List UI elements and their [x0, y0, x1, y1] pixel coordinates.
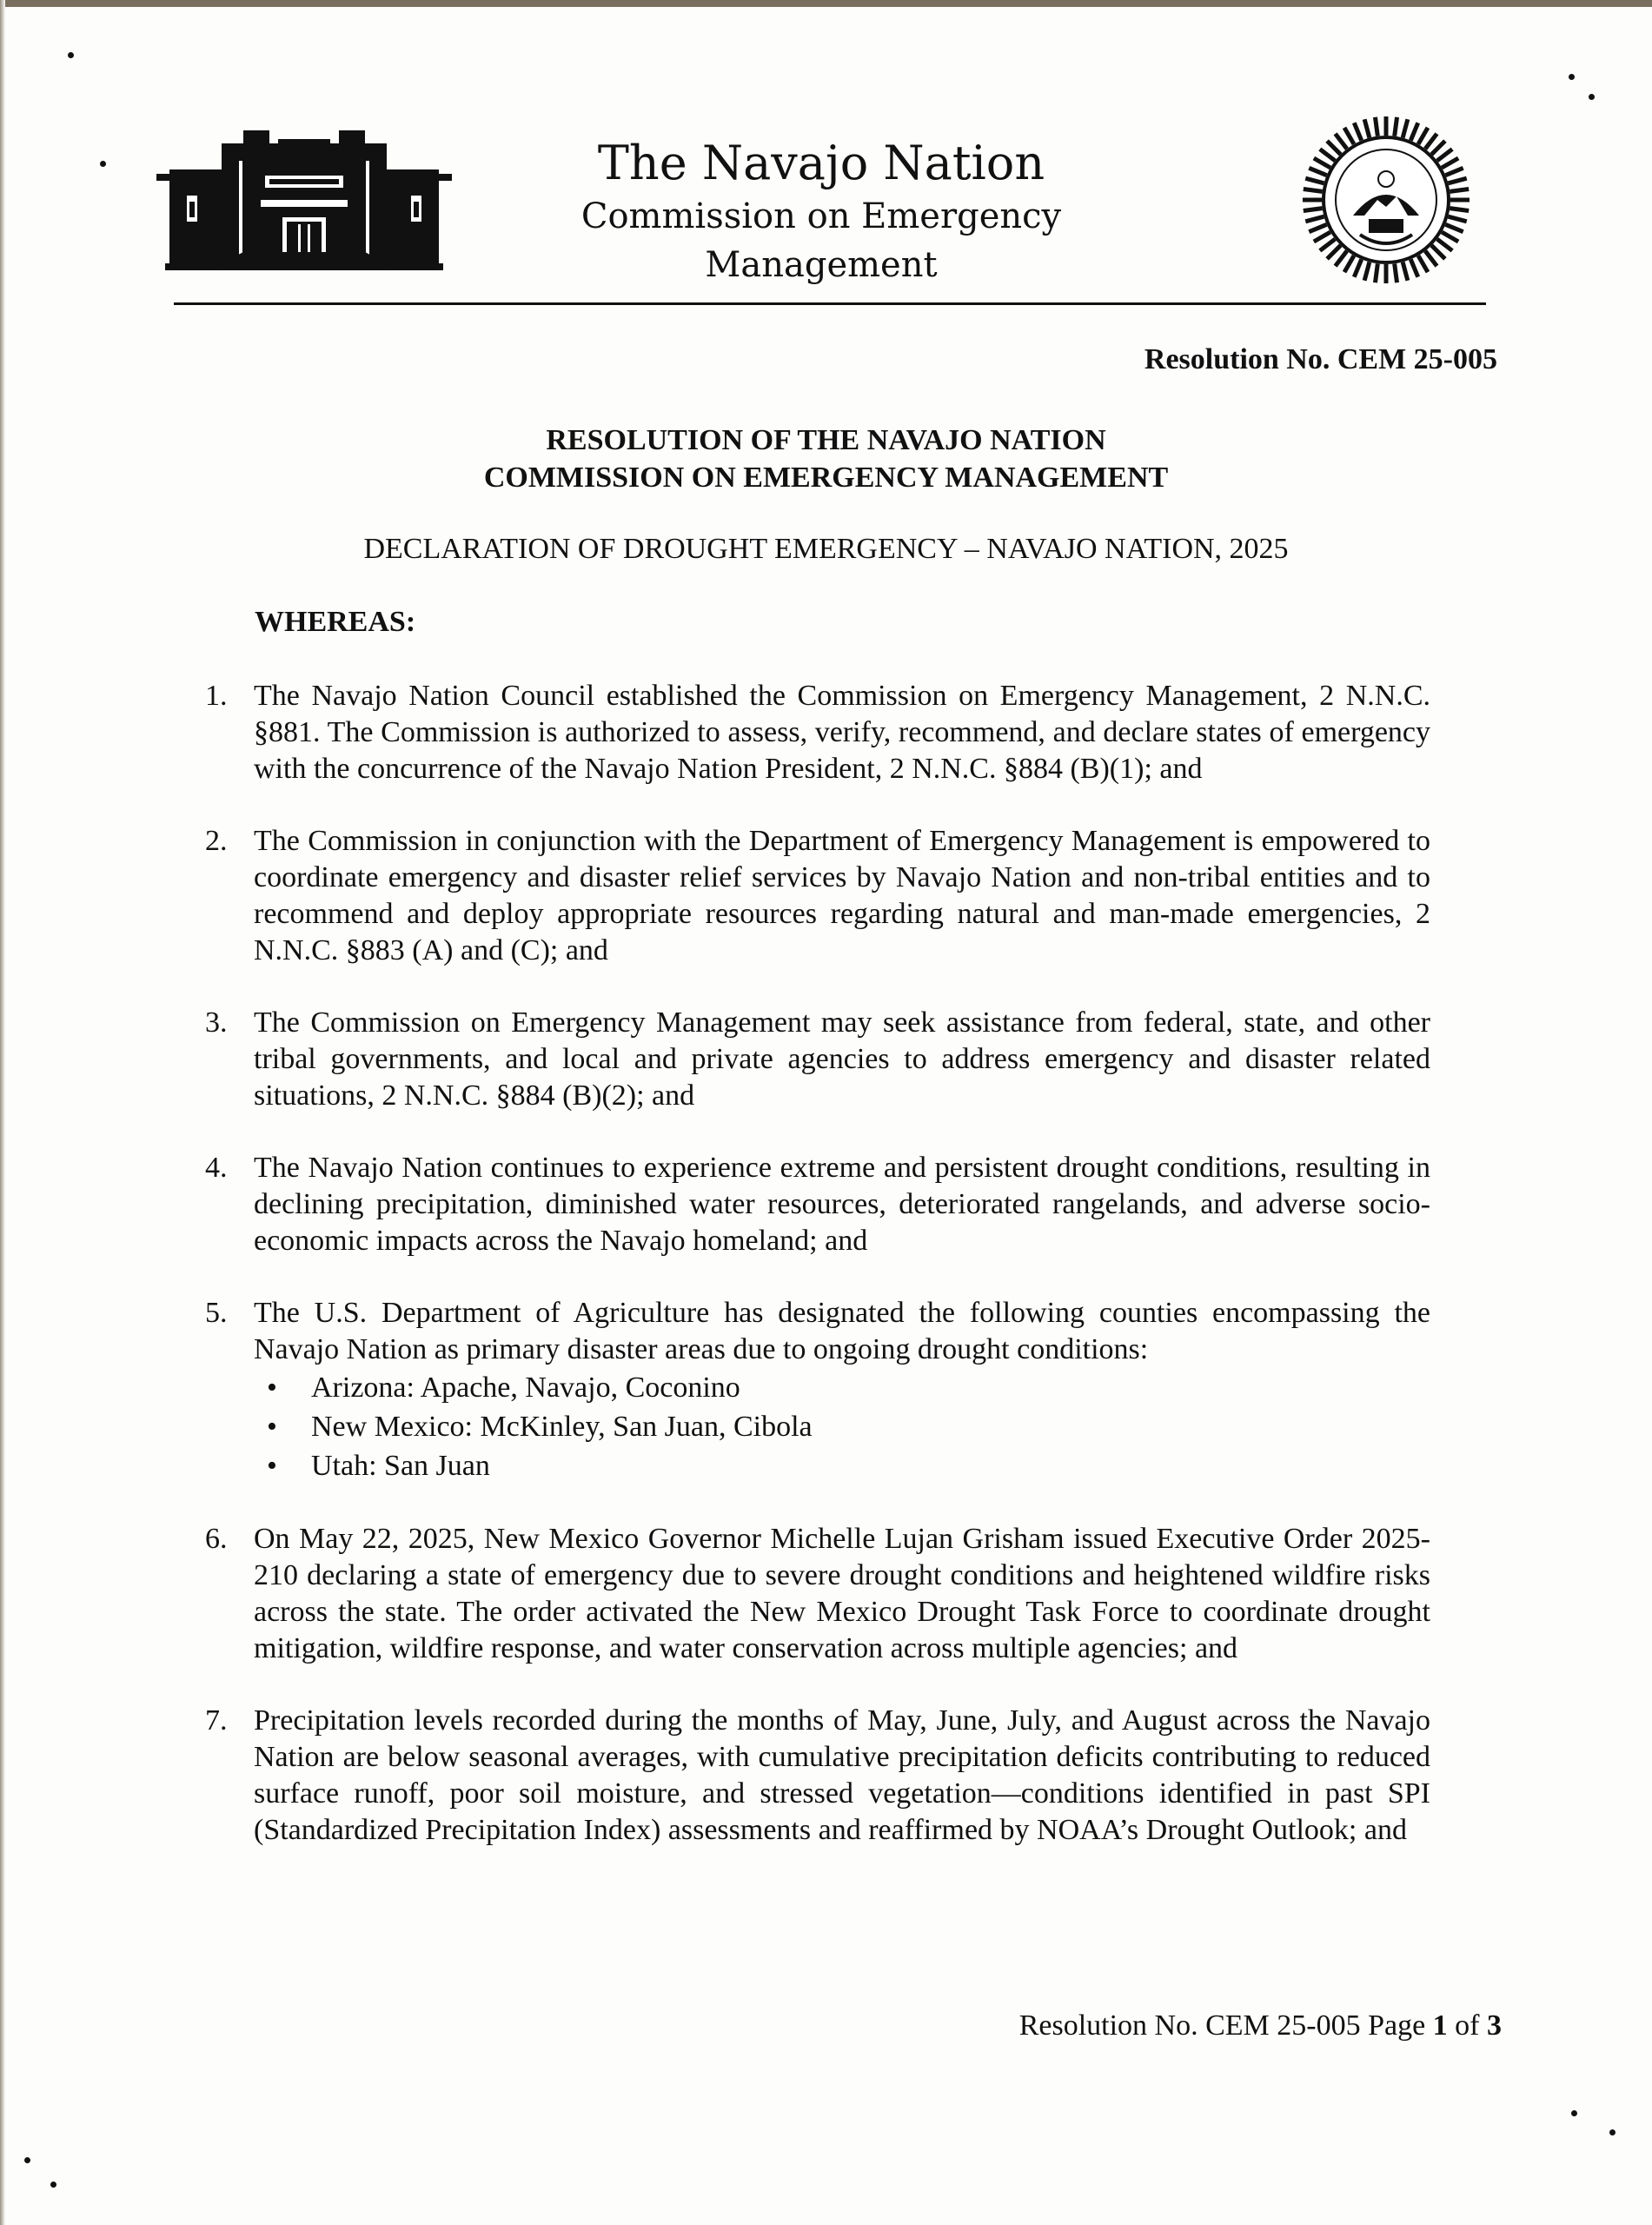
seal-ray [1314, 232, 1330, 242]
clause-item [205, 823, 1430, 969]
seal-ray [1375, 117, 1377, 136]
organization-name: The Navajo Nation [597, 136, 1045, 190]
seal-ray [1304, 209, 1323, 211]
seal-ray [1305, 216, 1324, 222]
seal-ray [1410, 123, 1417, 140]
title-line: RESOLUTION OF THE NAVAJO NATION [546, 424, 1106, 456]
seal-ray [1336, 134, 1347, 149]
seal-ray [1450, 189, 1469, 191]
clause-item [205, 1703, 1430, 1849]
seal-ray [1309, 168, 1326, 175]
scan-speck [68, 52, 74, 58]
county-list-item: • New Mexico: McKinley, San Juan, Cibola [254, 1407, 1430, 1446]
seal-ray [1418, 128, 1428, 144]
seal-ray [1450, 209, 1469, 211]
clause-number: 1. [205, 680, 228, 712]
clause-item [205, 1521, 1430, 1667]
scan-speck [1571, 2110, 1577, 2116]
seal-ray [1327, 245, 1341, 259]
clause-number: 4. [205, 1152, 228, 1184]
clause-item [205, 678, 1430, 787]
clause-text: The Commission in conjunction with the Department of Emergency Management is empowered to coordinate emergency and disaster relief services by Navajo Nation and non-tribal entities and to recommend and deploy appropriate resources regarding natural and man-made emergencies, 2 N.N.C. §883 (A) and (C); and [254, 825, 1430, 966]
footer-page-number: 1 [1432, 2009, 1448, 2042]
seal-ray [1442, 232, 1458, 242]
seal-ray [1375, 263, 1377, 282]
footer-of: of [1447, 2009, 1487, 2042]
seal-ray [1364, 119, 1370, 137]
county-list-item: • Utah: San Juan [254, 1446, 1430, 1485]
clause-text: The Navajo Nation continues to experience extreme and persistent drought conditions, resulting in declining precipitation, diminished water resources, deteriorated rangelands, and adverse socio-economic impacts across the Navajo homeland; and [254, 1152, 1430, 1257]
clause-text: Precipitation levels recorded during the months of May, June, July, and August across the Navajo Nation are below seasonal averages, with cumulative precipitation deficits contributing to reduced surface runoff, poor soil moisture, and stressed vegetation—conditions identified in past SPI (Standardized Precipitation Index) assessments and reaffirmed by NOAA’s Drought Outlook; and [254, 1704, 1430, 1846]
clause-number: 2. [205, 825, 228, 857]
seal-ray [1309, 224, 1326, 231]
seal-ray [1364, 262, 1370, 280]
seal-ray [1336, 251, 1347, 266]
seal-ray [1410, 259, 1417, 276]
seal-ray [1320, 239, 1335, 250]
scan-speck [1589, 94, 1595, 100]
seal-ray [1431, 141, 1445, 155]
clause-number: 7. [205, 1704, 228, 1737]
title-line: COMMISSION ON EMERGENCY MANAGEMENT [483, 462, 1169, 494]
clause-text: The Navajo Nation Council established the Commission on Emergency Management, 2 N.N.C. §881. The Commission is authorized to assess, verify, recommend, and declare states of emergency with the concurrence of the Navajo Nation President, 2 N.N.C. §884 (B)(1); and [254, 680, 1430, 785]
scan-edge-shadow [0, 0, 1652, 7]
seal-ray [1431, 245, 1445, 259]
clause-text: The Commission on Emergency Management may seek assistance from federal, state, and other tribal governments, and local and private agencies to address emergency and disaster related situations, 2 N.N.C. §884 (B)(2); and [254, 1006, 1430, 1112]
seal-ray [1437, 239, 1452, 250]
seal-ray [1425, 251, 1436, 266]
whereas-heading: WHEREAS: [255, 606, 416, 638]
seal-ray [1445, 168, 1463, 175]
seal-ray [1320, 149, 1335, 161]
scan-speck [24, 2157, 30, 2163]
clause-text: On May 22, 2025, New Mexico Governor Michelle Lujan Grisham issued Executive Order 2025-210 declaring a state of emergency due to severe drought conditions and heightened wildfire risks across the state. The order activated the New Mexico Drought Task Force to coordinate drought mitigation, wildfire response, and water conservation across multiple agencies; and [254, 1523, 1430, 1664]
seal-ray [1304, 189, 1323, 191]
seal-ray [1445, 224, 1463, 231]
navajo-nation-seal-icon [1299, 113, 1473, 287]
seal-ray [1418, 256, 1428, 272]
scan-speck [100, 161, 106, 167]
seal-ray [1395, 263, 1397, 282]
seal-ray [1327, 141, 1341, 155]
seal-ray [1403, 262, 1408, 280]
scan-left-edge [0, 0, 5, 2225]
scan-speck [50, 2182, 56, 2188]
header-divider [174, 302, 1486, 305]
clause-text: The U.S. Department of Agriculture has designated the following counties encompassing the Navajo Nation as primary disaster areas due to ongoing drought conditions: [254, 1297, 1430, 1365]
organization-subtitle: Commission on Emergency Management [581, 196, 1062, 285]
scan-speck [1609, 2129, 1616, 2135]
seal-ray [1354, 123, 1361, 140]
seal-ray [1354, 259, 1361, 276]
whereas-clauses [205, 678, 1430, 1884]
seal-ray [1448, 178, 1466, 183]
council-chamber-logo-icon [156, 122, 452, 274]
resolution-number: Resolution No. CEM 25-005 [1144, 343, 1497, 375]
seal-ray [1344, 256, 1354, 272]
page-footer [1019, 2009, 1502, 2042]
seal-ray [1403, 119, 1408, 137]
clause-number: 5. [205, 1297, 228, 1329]
resolution-title [0, 422, 1652, 496]
clause-item [205, 1150, 1430, 1259]
letterhead [156, 113, 1495, 311]
clause-item [205, 1295, 1430, 1485]
footer-prefix: Resolution No. CEM 25-005 Page [1018, 2009, 1433, 2042]
scan-speck [1569, 74, 1575, 80]
seal-ray [1425, 134, 1436, 149]
clause-number: 6. [205, 1523, 228, 1555]
seal-ray [1305, 178, 1324, 183]
seal-ray [1448, 216, 1466, 222]
county-list-item: • Arizona: Apache, Navajo, Coconino [254, 1368, 1430, 1407]
seal-ray [1344, 128, 1354, 144]
seal-ray [1314, 158, 1330, 168]
seal-ray [1442, 158, 1458, 168]
seal-ray [1395, 117, 1397, 136]
seal-ray [1437, 149, 1452, 161]
county-list [254, 1368, 1430, 1485]
clause-item [205, 1005, 1430, 1114]
resolution-subtitle: DECLARATION OF DROUGHT EMERGENCY – NAVAJO NATION, 2025 [363, 533, 1289, 565]
footer-page-total: 3 [1487, 2009, 1502, 2042]
clause-number: 3. [205, 1006, 228, 1039]
